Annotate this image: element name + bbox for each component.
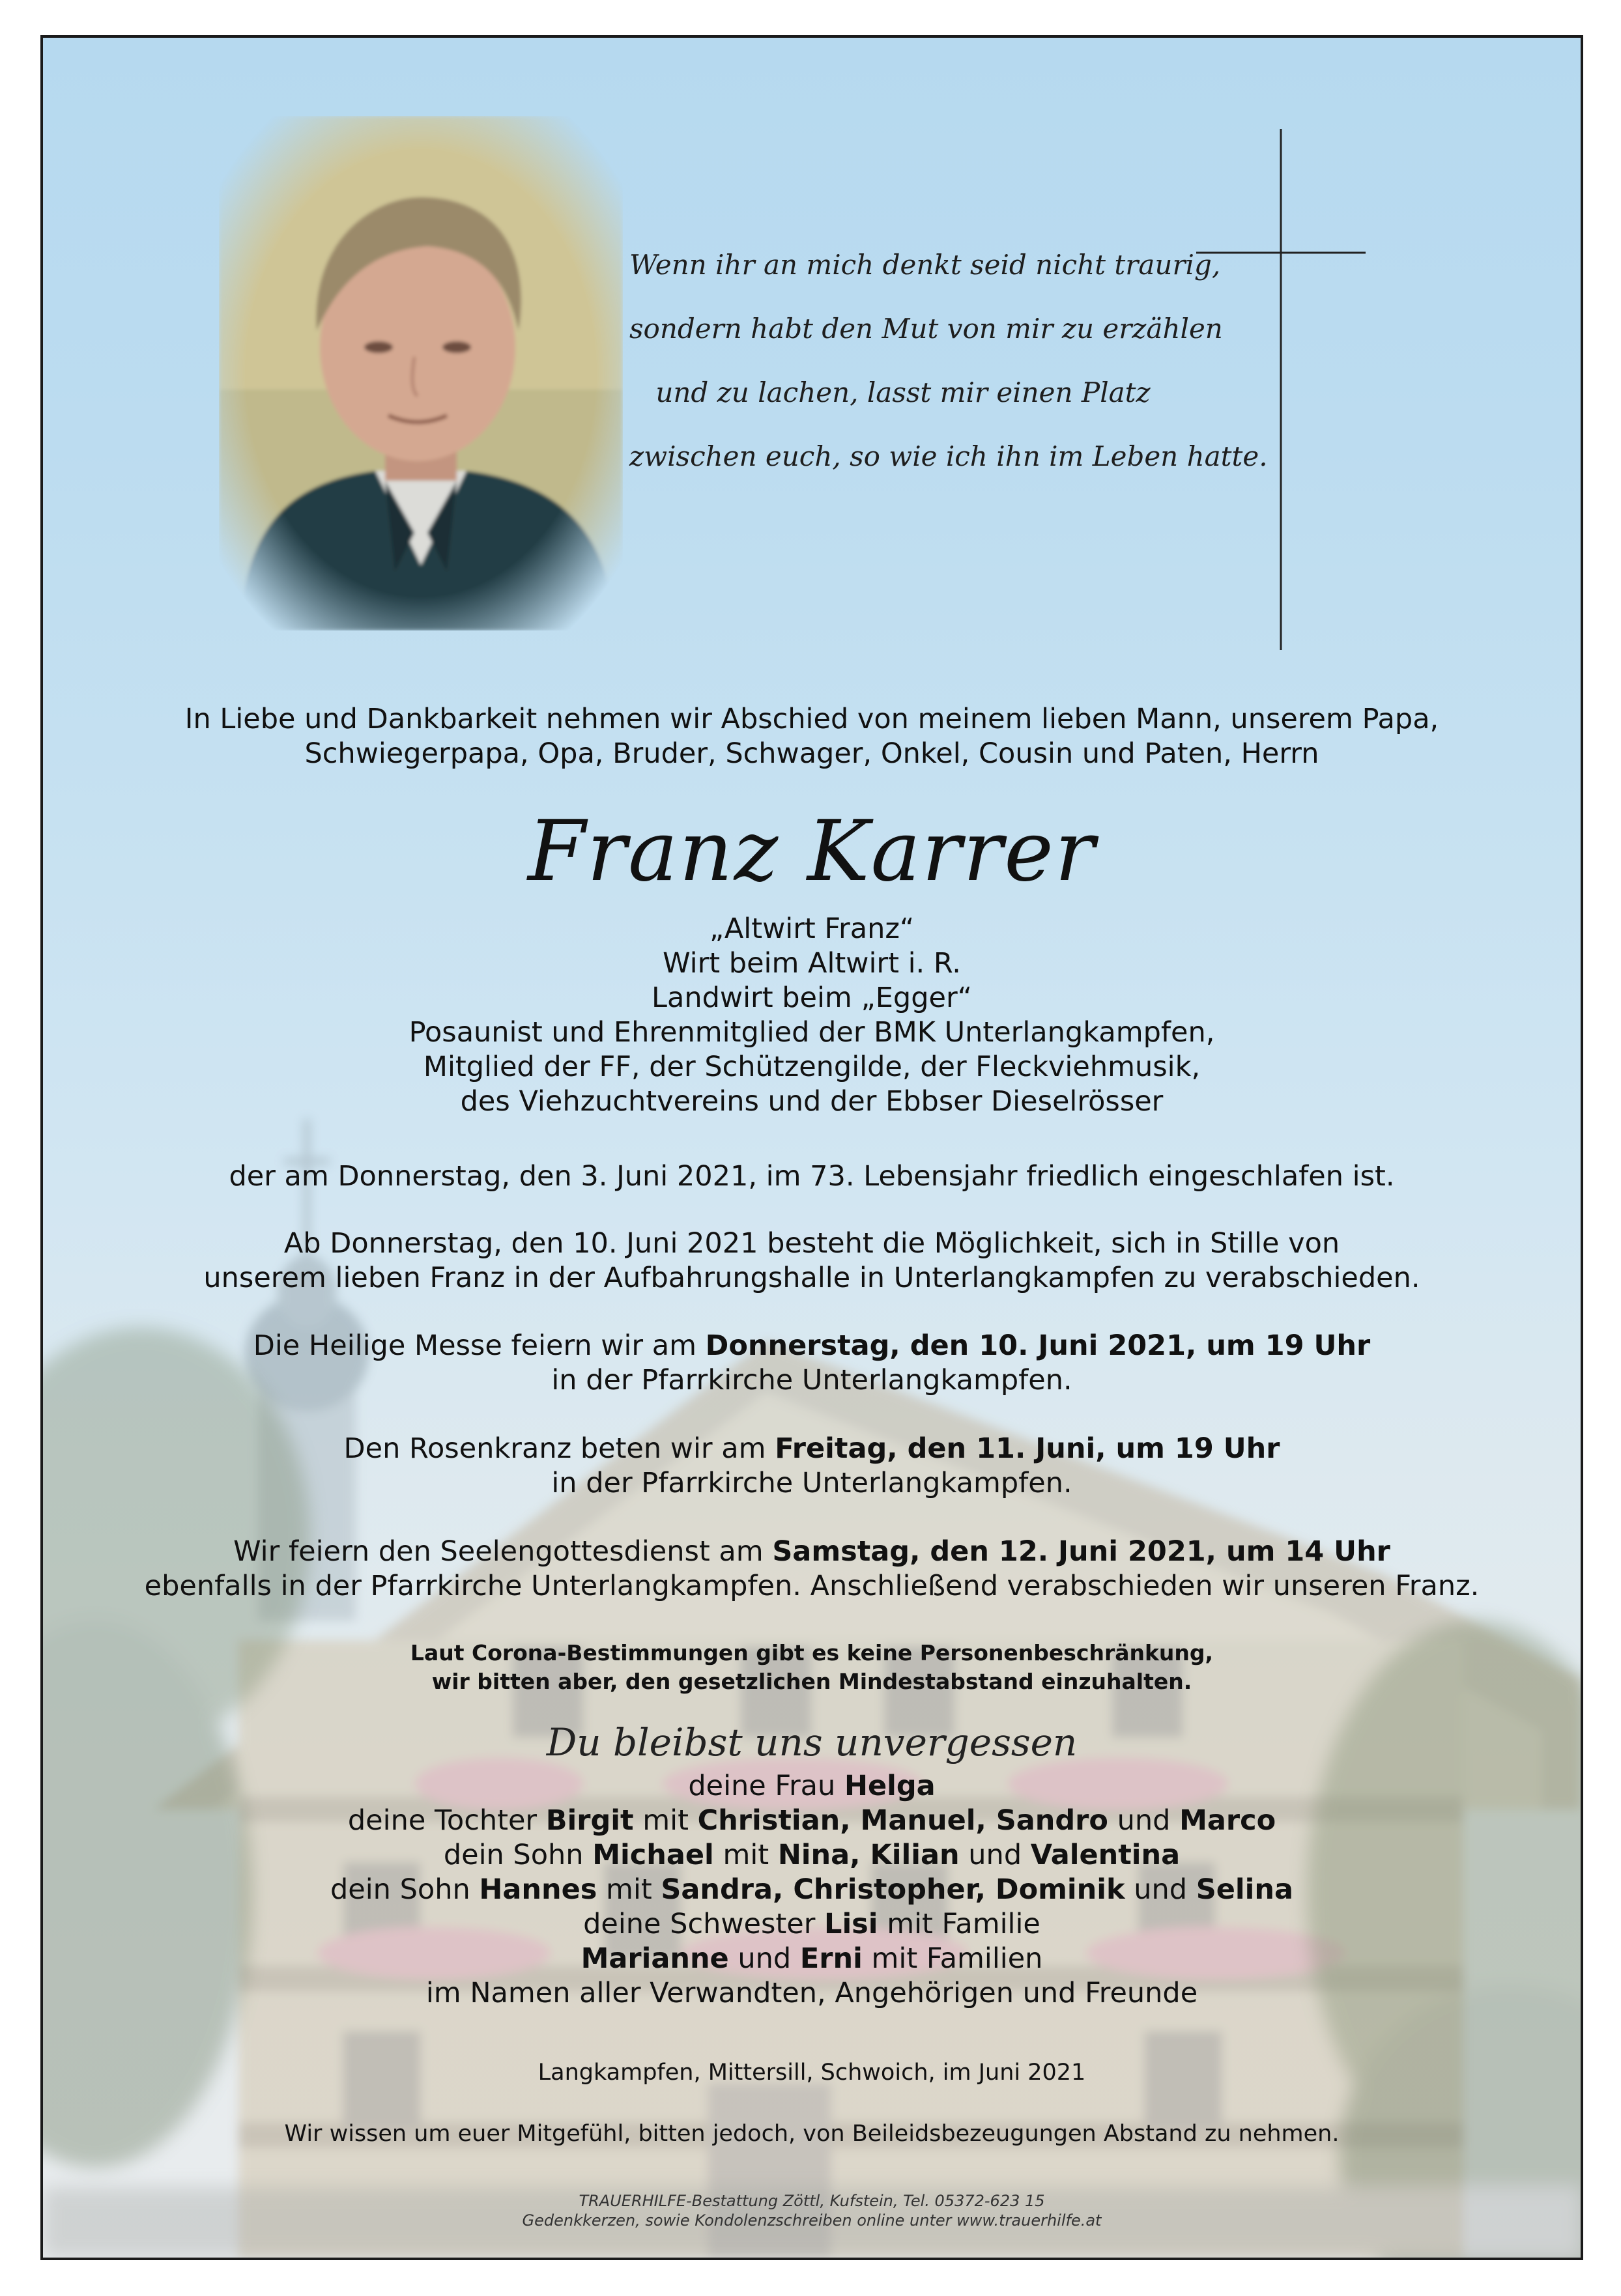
poem-line: und zu lachen, lasst mir einen Platz (655, 376, 1151, 408)
mourner-line (43, 1873, 1581, 1907)
mourner-name: Christian, Manuel, Sandro (697, 1804, 1108, 1837)
requiem-text: Wir feiern den Seelengottesdienst am (233, 1535, 773, 1568)
requiem-date: Samstag, den 12. Juni 2021, um 14 Uhr (772, 1535, 1390, 1568)
mourner-name: Marco (1179, 1804, 1276, 1837)
intro-text (43, 702, 1581, 771)
mourner-text: und (728, 1942, 800, 1975)
mass-notice (43, 1329, 1581, 1398)
mourner-text: mit Familien (862, 1942, 1043, 1975)
mourner-text: dein Sohn (443, 1839, 593, 1871)
viewing-notice (43, 1226, 1581, 1296)
mourner-name: Selina (1196, 1873, 1293, 1906)
title-line: „Altwirt Franz“ (709, 913, 915, 945)
mourner-line (43, 1942, 1581, 1976)
mourner-line (43, 1769, 1581, 1804)
mourner-text: im Namen aller Verwandten, Angehörigen und Freunde (425, 1977, 1198, 2009)
mourner-name: Helga (844, 1770, 936, 1802)
title-line: Landwirt beim „Egger“ (652, 982, 972, 1014)
funeral-home-footer (43, 2191, 1581, 2230)
memorial-poem (629, 233, 1268, 489)
requiem-notice (43, 1535, 1581, 1604)
footer-line: Gedenkkerzen, sowie Kondolenzschreiben online unter www.trauerhilfe.at (522, 2211, 1102, 2230)
death-notice-line: der am Donnerstag, den 3. Juni 2021, im 73. Lebensjahr friedlich eingeschlafen ist. (229, 1160, 1395, 1193)
mourner-name: Hannes (479, 1873, 597, 1906)
mourner-line (43, 1804, 1581, 1838)
poem-line: Wenn ihr an mich denkt seid nicht traurig, (629, 249, 1221, 281)
mourner-name: Nina, Kilian (777, 1839, 960, 1871)
rosary-place: in der Pfarrkirche Unterlangkampfen. (551, 1467, 1072, 1499)
mourner-text: und (1108, 1804, 1180, 1837)
title-line: Mitglied der FF, der Schützengilde, der Fleckviehmusik, (423, 1051, 1201, 1083)
rosary-notice (43, 1432, 1581, 1501)
mourner-name: Michael (592, 1839, 714, 1871)
intro-line: Schwiegerpapa, Opa, Bruder, Schwager, Onkel, Cousin und Paten, Herrn (304, 737, 1319, 770)
mourner-name: Marianne (581, 1942, 729, 1975)
mourner-name: Birgit (545, 1804, 634, 1837)
obituary-card (40, 35, 1583, 2260)
mourner-name: Valentina (1030, 1839, 1181, 1871)
mourner-name: Lisi (824, 1908, 878, 1940)
mourner-text: deine Tochter (347, 1804, 546, 1837)
rosary-text: Den Rosenkranz beten wir am (343, 1432, 775, 1465)
mourner-text: dein Sohn (330, 1873, 480, 1906)
mourner-text: deine Frau (688, 1770, 844, 1802)
mourner-line (43, 1838, 1581, 1873)
footer-line: TRAUERHILFE-Bestattung Zöttl, Kufstein, Tel. 05372-623 15 (579, 2192, 1045, 2210)
viewing-line: unserem lieben Franz in der Aufbahrungshalle in Unterlangkampfen zu verabschieden. (203, 1262, 1420, 1294)
mourner-name: Sandra, Christopher, Dominik (661, 1873, 1125, 1906)
corona-line: Laut Corona-Bestimmungen gibt es keine Personenbeschränkung, (410, 1640, 1214, 1665)
poem-line: sondern habt den Mut von mir zu erzählen (629, 313, 1223, 345)
cross-icon (1196, 129, 1366, 650)
title-line: Wirt beim Altwirt i. R. (663, 947, 961, 980)
condolence-note: Wir wissen um euer Mitgefühl, bitten jedoch, von Beileidsbezeugungen Abstand zu nehmen. (284, 2121, 1340, 2147)
viewing-line: Ab Donnerstag, den 10. Juni 2021 besteht die Möglichkeit, sich in Stille von (283, 1227, 1340, 1260)
corona-note (43, 1639, 1581, 1696)
death-notice (43, 1159, 1581, 1194)
deceased-name: Franz Karrer (527, 803, 1097, 900)
title-line: Posaunist und Ehrenmitglied der BMK Unterlangkampfen, (409, 1016, 1215, 1049)
mourner-text: mit (597, 1873, 661, 1906)
corona-line: wir bitten aber, den gesetzlichen Mindestabstand einzuhalten. (431, 1669, 1192, 1694)
farewell-line: Du bleibst uns unvergessen (546, 1720, 1078, 1765)
mourners-list (43, 1769, 1581, 2011)
mourner-text: und (959, 1839, 1031, 1871)
mourner-text: deine Schwester (583, 1908, 825, 1940)
portrait-photo (219, 116, 623, 631)
mourner-text: mit (713, 1839, 778, 1871)
mourner-text: mit (633, 1804, 698, 1837)
mass-text: Die Heilige Messe feiern wir am (253, 1329, 706, 1362)
mourner-name: Erni (799, 1942, 863, 1975)
mourner-line (43, 1907, 1581, 1942)
mourner-text: mit Familie (878, 1908, 1040, 1940)
mass-date: Donnerstag, den 10. Juni 2021, um 19 Uhr (705, 1329, 1371, 1362)
deceased-titles (43, 912, 1581, 1119)
mourner-text: und (1125, 1873, 1196, 1906)
mourner-line (43, 1976, 1581, 2011)
rosary-date: Freitag, den 11. Juni, um 19 Uhr (775, 1432, 1280, 1465)
place-date: Langkampfen, Mittersill, Schwoich, im Juni 2021 (538, 2060, 1086, 2086)
requiem-place: ebenfalls in der Pfarrkirche Unterlangkampfen. Anschließend verabschieden wir unseren Franz. (144, 1570, 1480, 1602)
mass-place: in der Pfarrkirche Unterlangkampfen. (551, 1364, 1072, 1396)
intro-line: In Liebe und Dankbarkeit nehmen wir Abschied von meinem lieben Mann, unserem Papa, (184, 703, 1439, 735)
title-line: des Viehzuchtvereins und der Ebbser Dieselrösser (460, 1085, 1164, 1118)
poem-line: zwischen euch, so wie ich ihn im Leben hatte. (629, 440, 1268, 472)
